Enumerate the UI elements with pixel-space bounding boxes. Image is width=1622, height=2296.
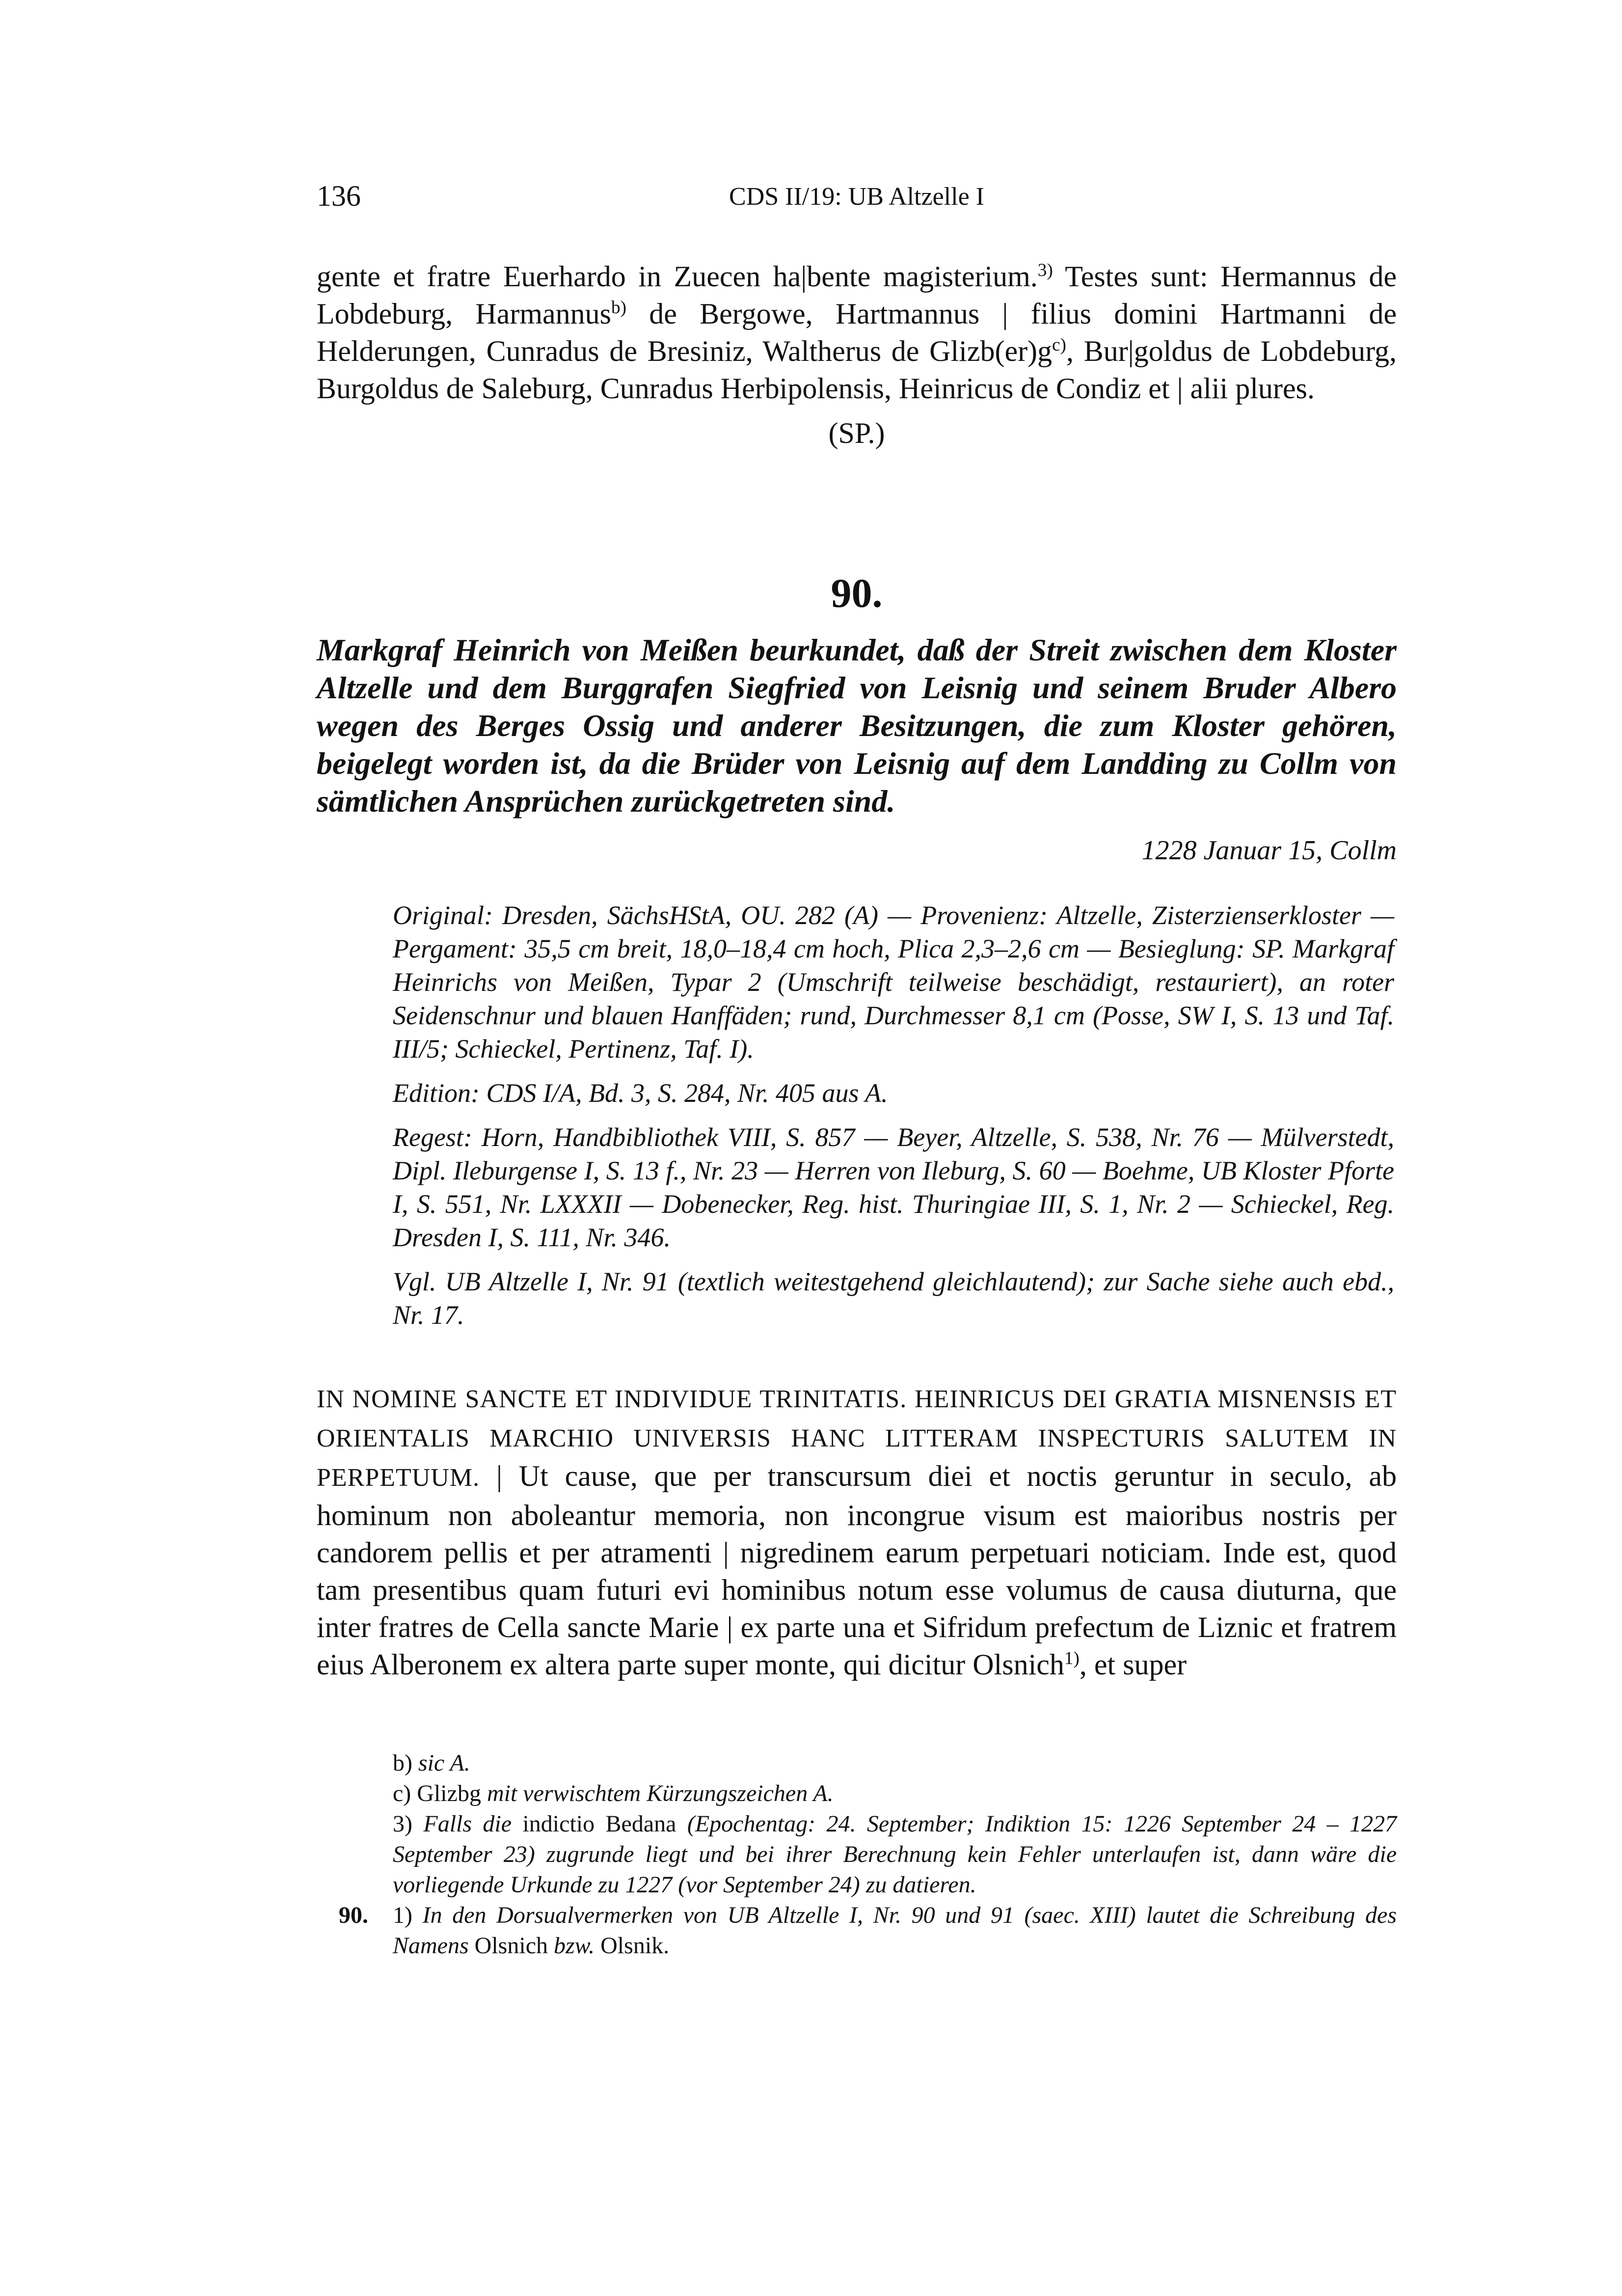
footnote-mark: b) [393, 1750, 412, 1776]
footnote-ref[interactable]: 1) [1064, 1648, 1080, 1668]
document-regest: Markgraf Heinrich von Meißen beurkundet, daß der Streit zwischen dem Kloster Altzelle und dem Burggrafen Siegfried von Leisnig und seinem Bruder Albero wegen des Berges Ossig und anderer Besitzungen, die zum Kloster gehören, beigelegt worden ist, da die Brüder von Leisnig auf dem Landding zu Collm von sämtlichen Ansprüchen zurückgetreten sind. [317, 632, 1397, 819]
text-tail: , et super [1079, 1648, 1187, 1681]
page-number: 136 [317, 180, 361, 212]
continuation-segment: de Bergowe, Hartmannus | filius domini Hartmanni de Helderungen, Cunradus de Bresiniz, Waltherus de Glizb(er)g [317, 298, 1397, 367]
note-regest: Regest: Horn, Handbibliothek VIII, S. 857 — Beyer, Altzelle, S. 538, Nr. 76 — Mülverstedt, Dipl. Ileburgense I, S. 13 f., Nr. 23 — Herren von Ileburg, S. 60 — Boehme, UB Kloster Pforte I, S. 551, Nr. LXXXII — Dobenecker, Reg. hist. Thuringiae III, S. 1, Nr. 2 — Schieckel, Reg. Dresden I, S. 111, Nr. 346. [393, 1122, 1394, 1252]
continuation-text [317, 258, 1397, 407]
continuation-segment: gente et fratre Euerhardo in Zuecen ha|bente magisterium. [317, 260, 1038, 293]
page-header [317, 179, 1397, 219]
footnote-text: sic A. [418, 1750, 470, 1776]
footnote-plain: Olsnik. [595, 1933, 670, 1959]
footnote-plain: Olsnich [468, 1933, 554, 1959]
footnote-90-1 [317, 1900, 1397, 1961]
seal-mark: (SP.) [828, 417, 885, 449]
footnote-text: mit verwischtem Kürzungszeichen A. [481, 1780, 834, 1806]
date-place: 1228 Januar 15, Collm [1141, 835, 1397, 866]
continuation-segment: Testes sunt: Hermannus de Lobdeburg, Harmannus [317, 260, 1397, 330]
footnote-b [317, 1748, 1397, 1778]
footnote-doc-number: 90. [339, 1902, 368, 1928]
document-text [317, 1379, 1397, 1683]
note-edition: Edition: CDS I/A, Bd. 3, S. 284, Nr. 405 aus A. [393, 1078, 888, 1108]
footnote-c [317, 1778, 1397, 1809]
archival-notes [393, 899, 1394, 1342]
footnote-mark: c) [393, 1780, 411, 1806]
footnote-plain: Glizbg [417, 1780, 481, 1806]
footnote-text: bzw. [554, 1933, 595, 1959]
footnotes [317, 1748, 1397, 1961]
note-vgl: Vgl. UB Altzelle I, Nr. 91 (textlich weitestgehend gleichlautend); zur Sache siehe auch ebd., Nr. 17. [393, 1267, 1394, 1330]
footnote-text: (Epochentag: 24. September; Indiktion 15: 1226 September 24 – 1227 September 23) zugrunde liegt und bei ihrer Berechnung kein Fehler unterlaufen ist, dann wäre die vorliegende Urkunde zu 1227 (vor September 24) zu datieren. [393, 1811, 1397, 1898]
footnote-text: Falls die [423, 1811, 512, 1837]
footnote-ref[interactable]: 3) [1037, 260, 1053, 280]
footnote-3 [317, 1809, 1397, 1900]
footnote-text: In den Dorsualvermerken von UB Altzelle I, Nr. 90 und 91 (saec. XIII) lautet die Schreibung des Namens [393, 1902, 1397, 1959]
footnote-mark: 1) [393, 1902, 412, 1928]
footnote-plain: indictio Bedana [512, 1811, 687, 1837]
footnote-ref[interactable]: c) [1052, 335, 1066, 355]
footnote-mark: 3) [393, 1811, 412, 1837]
footnote-ref[interactable]: b) [611, 298, 627, 318]
text-main: | Ut cause, que per transcursum diei et noctis geruntur in seculo, ab hominum non aboleantur memoria, non incongrue visum est maioribus nostris per candorem pellis et per atramenti | nigredinem earum perpetuari noticiam. Inde est, quod tam presentibus quam futuri evi hominibus notum esse volumus de causa diuturna, que inter fratres de Cella sancte Marie | ex parte una et Sifridum prefectum de Liznic et fratrem eius Alberonem ex altera parte super monte, qui dicitur Olsnich [317, 1460, 1397, 1681]
invocation-caps: IN NOMINE SANCTE ET INDIVIDUE TRINITATIS. HEINRICUS DEI GRATIA MISNENSIS ET ORIENTALIS MARCHIO UNIVERSIS HANC LITTERAM INSPECTURIS SALUTEM IN PERPETUUM. [317, 1385, 1397, 1492]
document-number: 90. [831, 571, 883, 616]
running-title: CDS II/19: UB Altzelle I [729, 183, 984, 211]
continuation-segment: , Bur|goldus de Lobdeburg, Burgoldus de Saleburg, Cunradus Herbipolensis, Heinricus de Condiz et | alii plures. [317, 335, 1397, 405]
note-original: Original: Dresden, SächsHStA, OU. 282 (A) — Provenienz: Altzelle, Zisterzienserkloster — Pergament: 35,5 cm breit, 18,0–18,4 cm hoch, Plica 2,3–2,6 cm — Besieglung: SP. Markgraf Heinrichs von Meißen, Typar 2 (Umschrift teilweise beschädigt, restauriert), an roter Seidenschnur und blauen Hanffäden; rund, Durchmesser 8,1 cm (Posse, SW I, S. 13 und Taf. III/5; Schieckel, Pertinenz, Taf. I). [393, 901, 1394, 1064]
